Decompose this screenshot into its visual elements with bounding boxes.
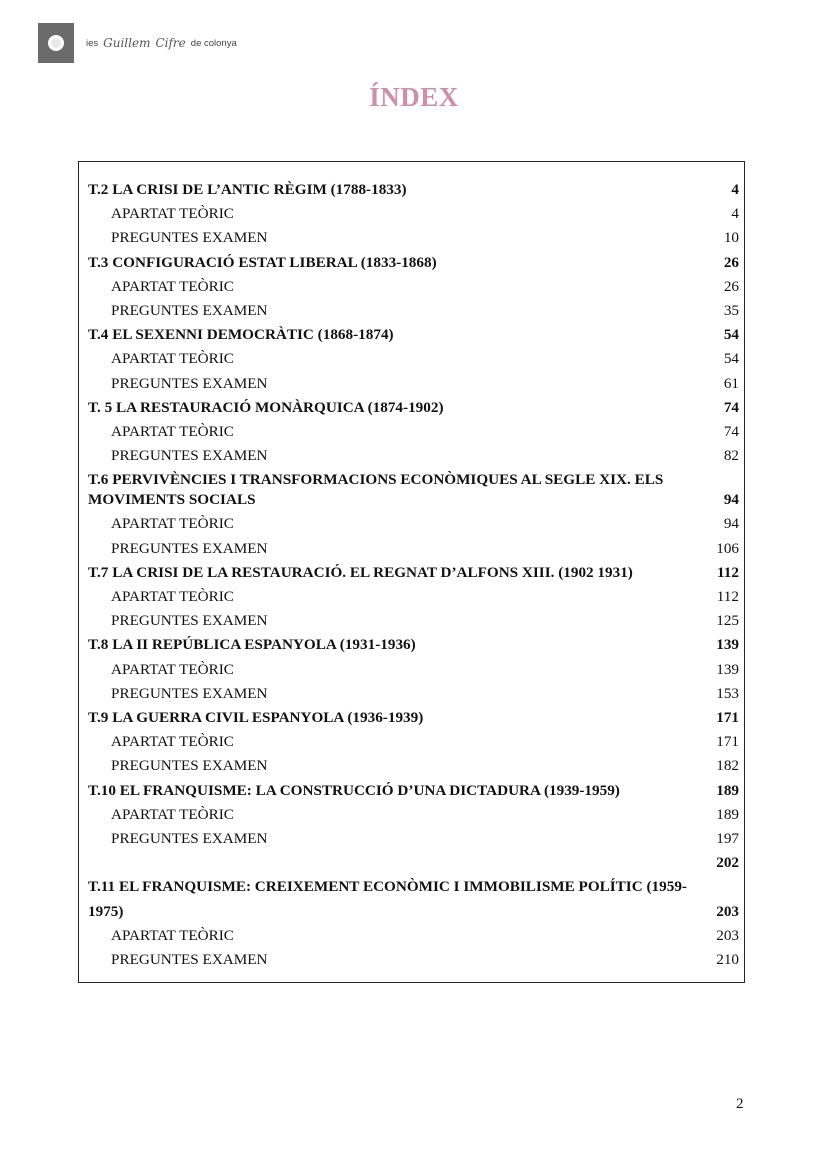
toc-chapter-entry[interactable]: [88, 875, 739, 923]
toc-entry-label: PREGUNTES EXAMEN: [111, 684, 268, 702]
toc-entry-page: 171: [716, 733, 739, 751]
toc-chapter-entry[interactable]: [88, 468, 739, 512]
toc-section-entry[interactable]: [88, 420, 739, 444]
toc-entry-page: 153: [716, 684, 739, 702]
toc-entry-page: 94: [723, 491, 739, 509]
toc-entry-page: 74: [723, 423, 739, 441]
toc-section-entry[interactable]: [88, 202, 739, 226]
toc-entry-label: APARTAT TEÒRIC: [111, 515, 234, 533]
toc-entry-page: 74: [723, 398, 739, 416]
toc-section-entry[interactable]: [88, 226, 739, 250]
toc-entry-page: 112: [717, 563, 739, 581]
toc-section-entry[interactable]: [88, 585, 739, 609]
toc-entry-label-line: MOVIMENTS SOCIALS: [88, 491, 256, 509]
toc-section-entry[interactable]: [88, 730, 739, 754]
toc-entry-page: 26: [723, 277, 739, 295]
toc-entry-label: APARTAT TEÒRIC: [111, 277, 234, 295]
toc-section-entry[interactable]: [88, 948, 739, 972]
toc-entry-label: T.7 LA CRISI DE LA RESTAURACIÓ. EL REGNAT D’ALFONS XIII. (1902 1931): [88, 563, 633, 581]
toc-section-entry[interactable]: [88, 347, 739, 371]
toc-section-entry[interactable]: [88, 537, 739, 561]
toc-entry-page: 197: [716, 830, 739, 848]
toc-entry-label: PREGUNTES EXAMEN: [111, 539, 268, 557]
toc-entry-label: T. 5 LA RESTAURACIÓ MONÀRQUICA (1874-1902): [88, 398, 444, 416]
toc-entry-label: APARTAT TEÒRIC: [111, 205, 234, 223]
toc-chapter-entry[interactable]: [88, 561, 739, 585]
toc-entry-label: PREGUNTES EXAMEN: [111, 302, 268, 320]
school-header: [38, 23, 237, 63]
toc-entry-page: 202: [716, 854, 739, 872]
toc-section-entry[interactable]: [88, 299, 739, 323]
toc-chapter-entry[interactable]: [88, 633, 739, 657]
toc-entry-page: 189: [716, 805, 739, 823]
toc-chapter-entry[interactable]: [88, 323, 739, 347]
toc-chapter-entry[interactable]: [88, 779, 739, 803]
toc-entry-label: PREGUNTES EXAMEN: [111, 830, 268, 848]
toc-section-entry[interactable]: [88, 512, 739, 536]
toc-entry-page: 182: [716, 757, 739, 775]
toc-entry-page: 189: [716, 781, 739, 799]
school-prefix: ies: [86, 37, 99, 49]
toc-entry-label: APARTAT TEÒRIC: [111, 733, 234, 751]
toc-entry-page: 10: [723, 229, 739, 247]
toc-section-entry[interactable]: [88, 827, 739, 851]
toc-entry-page: 4: [731, 205, 739, 223]
toc-entry-page: 82: [723, 447, 739, 465]
toc-entry-page: 210: [716, 951, 739, 969]
toc-section-entry[interactable]: [88, 682, 739, 706]
toc-entry-page: 203: [716, 926, 739, 944]
toc-entry-page: 125: [716, 612, 739, 630]
toc-entry-page: 26: [723, 253, 739, 271]
toc-entry-label: PREGUNTES EXAMEN: [111, 374, 268, 392]
toc-entry-label: PREGUNTES EXAMEN: [111, 951, 268, 969]
toc-entry-label: T.10 EL FRANQUISME: LA CONSTRUCCIÓ D’UNA DICTADURA (1939-1959): [88, 781, 620, 799]
toc-entry-page: 139: [716, 660, 739, 678]
toc-chapter-entry[interactable]: [88, 396, 739, 420]
toc-section-entry[interactable]: [88, 658, 739, 682]
page-number: 2: [736, 1096, 744, 1112]
toc-entry-label-line: T.6 PERVIVÈNCIES I TRANSFORMACIONS ECONÒMIQUES AL SEGLE XIX. ELS: [88, 471, 664, 489]
toc-entry-label: APARTAT TEÒRIC: [111, 926, 234, 944]
toc-section-entry[interactable]: [88, 372, 739, 396]
toc-entry-page: 171: [716, 709, 739, 727]
school-logo: [38, 23, 74, 63]
toc-section-entry[interactable]: [88, 924, 739, 948]
toc-entry-label: [88, 470, 703, 510]
toc-section-entry[interactable]: [88, 444, 739, 468]
school-name-first: Guillem: [103, 36, 151, 50]
toc-entry-label: PREGUNTES EXAMEN: [111, 229, 268, 247]
toc-entry-label: APARTAT TEÒRIC: [111, 350, 234, 368]
toc-chapter-entry[interactable]: [88, 706, 739, 730]
school-name: [86, 36, 237, 50]
toc-entry-page: 54: [723, 350, 739, 368]
page-title: ÍNDEX: [369, 82, 459, 112]
table-of-contents: [78, 161, 745, 983]
toc-entry-label: PREGUNTES EXAMEN: [111, 757, 268, 775]
toc-entry-page: 35: [723, 302, 739, 320]
toc-entry-label: T.9 LA GUERRA CIVIL ESPANYOLA (1936-1939): [88, 709, 424, 727]
school-name-second: Cifre: [155, 36, 186, 50]
toc-entry-label: T.2 LA CRISI DE L’ANTIC RÈGIM (1788-1833): [88, 181, 407, 198]
toc-list: [88, 178, 739, 972]
toc-chapter-entry[interactable]: [88, 251, 739, 275]
toc-entry-page: 4: [731, 181, 739, 198]
toc-entry-label: APARTAT TEÒRIC: [111, 588, 234, 606]
toc-entry-page: 106: [716, 539, 739, 557]
toc-chapter-entry[interactable]: [88, 851, 739, 875]
toc-section-entry[interactable]: [88, 609, 739, 633]
school-suffix: de colonya: [190, 37, 237, 49]
toc-section-entry[interactable]: [88, 754, 739, 778]
toc-entry-page: 139: [716, 636, 739, 654]
toc-entry-label: APARTAT TEÒRIC: [111, 660, 234, 678]
toc-section-entry[interactable]: [88, 275, 739, 299]
toc-entry-label: T.4 EL SEXENNI DEMOCRÀTIC (1868-1874): [88, 326, 394, 344]
toc-entry-page: 94: [723, 515, 739, 533]
toc-entry-label: PREGUNTES EXAMEN: [111, 612, 268, 630]
toc-entry-page: 61: [723, 374, 739, 392]
toc-entry-page: 203: [716, 902, 739, 920]
toc-entry-label: APARTAT TEÒRIC: [111, 423, 234, 441]
toc-entry-label: APARTAT TEÒRIC: [111, 805, 234, 823]
toc-entry-label: T.3 CONFIGURACIÓ ESTAT LIBERAL (1833-1868): [88, 253, 437, 271]
toc-entry-label: T.11 EL FRANQUISME: CREIXEMENT ECONÒMIC I IMMOBILISME POLÍTIC (1959-1975): [88, 878, 687, 920]
toc-chapter-entry[interactable]: [88, 178, 739, 202]
toc-entry-page: 112: [716, 588, 739, 606]
toc-section-entry[interactable]: [88, 803, 739, 827]
toc-entry-page: 54: [723, 326, 739, 344]
toc-entry-label: PREGUNTES EXAMEN: [111, 447, 268, 465]
toc-entry-label: T.8 LA II REPÚBLICA ESPANYOLA (1931-1936): [88, 636, 416, 654]
